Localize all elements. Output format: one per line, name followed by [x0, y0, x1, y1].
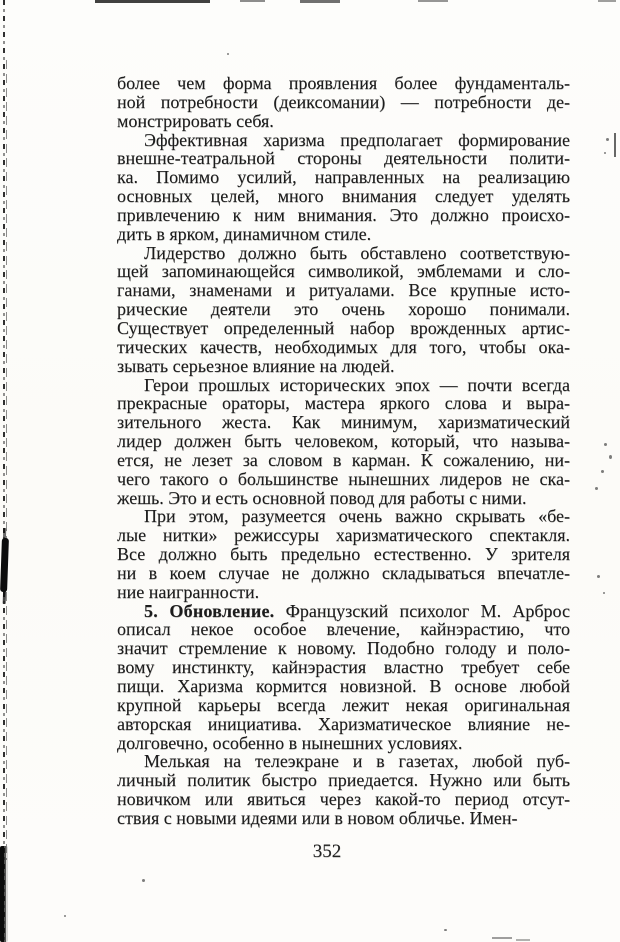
text-line: более чем форма проявления более фундаменталь- [117, 73, 570, 93]
scan-artifact-speck [227, 53, 229, 55]
text-line: дить в ярком, динамичном стиле. [117, 223, 372, 244]
scan-artifact-top-dash [240, 0, 265, 2]
text-line: монстрировать себя. [117, 110, 274, 131]
scan-artifact-speck [603, 592, 605, 594]
text-line: рические деятели это очень хорошо понимали. [117, 299, 570, 320]
text-line: основных целей, много внимания следует уделять [117, 186, 570, 207]
text-line: крупной карьеры всегда лежит некая оригинальная [117, 694, 570, 715]
scan-artifact-speck [601, 470, 604, 473]
scan-artifact-speck [597, 575, 600, 578]
run-in-heading: 5. Обновление. [144, 600, 275, 621]
text-line: значит стремление к новому. Подобно голоду и поло- [117, 638, 570, 659]
scan-artifact-right-mark [614, 133, 616, 157]
scan-artifact-ink-blob [0, 538, 9, 592]
text-line: При этом, разумеется очень важно скрывать «бе- [144, 506, 570, 527]
scan-artifact-speck [604, 443, 607, 446]
text-line: прекрасные ораторы, мастера яркого слова и выра- [117, 393, 570, 414]
text-line: тических качеств, необходимых для того, чтобы ока- [117, 336, 570, 357]
scan-artifact-bottom-dash [516, 939, 530, 941]
paragraph [117, 244, 570, 376]
scan-artifact-top-dash [418, 0, 448, 2]
text-line: лидер должен быть человеком, который, что называ- [117, 431, 570, 452]
text-line: зывать серьезное влияние на людей. [117, 355, 395, 376]
text-line: щей запоминающейся символикой, эмблемами и сло- [117, 261, 570, 282]
paragraph [117, 507, 570, 601]
scan-artifact-speck [609, 455, 612, 459]
scan-artifact-corner-streak [0, 846, 8, 942]
text-line: Лидерство должно быть обставлено соответствую- [144, 242, 570, 263]
text-line: ка. Помимо усилий, направленных на реализацию [117, 167, 570, 188]
text-line: 5. Обновление. Французский психолог М. Арброс [144, 600, 570, 621]
scan-artifact-binding-line [6, 60, 7, 860]
scan-artifact-speck [595, 487, 598, 490]
page-text-block [117, 74, 570, 828]
scan-artifact-speck [604, 152, 606, 154]
text-line: ганами, знаменами и ритуалами. Все крупные исто- [117, 280, 570, 301]
text-line: жешь. Это и есть основной повод для работы с ними. [117, 487, 527, 508]
scan-artifact-binding-dashes [3, 0, 5, 942]
text-line: зительного жеста. Как минимум, харизматический [117, 412, 570, 433]
scan-artifact-bottom-dash [492, 937, 512, 939]
text-line: Мелькая на телеэкране и в газетах, любой пуб- [144, 751, 570, 772]
scan-artifact-top-dash [300, 0, 340, 3]
paragraph [117, 376, 570, 508]
scan-artifact-speck [606, 138, 609, 141]
text-line: ние наигранности. [117, 581, 260, 602]
scan-artifact-top-dash [95, 0, 210, 3]
text-line: ной потребности (деиксомании) — потребности де- [117, 91, 570, 112]
text-line: ствия с новыми идеями или в новом обличье. Имен- [117, 807, 518, 828]
text-line: привлечению к ним внимания. Это должно происхо- [117, 204, 570, 225]
text-line: ется, не лезет за словом в карман. К сожалению, ни- [117, 449, 570, 470]
text-line: личный политик быстро приедается. Нужно или быть [117, 770, 570, 791]
text-line: долговечно, особенно в нынешних условиях. [117, 732, 463, 753]
text-line: Существует определенный набор врожденных артис- [117, 317, 570, 338]
text-line: лые нитки» режиссуры харизматического спектакля. [117, 525, 570, 546]
scan-artifact-speck [444, 929, 447, 931]
text-line: авторская инициатива. Харизматическое влияние не- [117, 713, 570, 734]
text-line: вому инстинкту, кайнэрастия властно требует себе [117, 657, 570, 678]
paragraph [117, 602, 570, 753]
page-number: 352 [312, 841, 342, 862]
paragraph [117, 752, 570, 827]
text-line: описал некое особое влечение, кайнэрастию, что [117, 619, 570, 640]
scan-artifact-speck [64, 915, 66, 917]
paragraph [117, 131, 570, 244]
scan-artifact-top-dash [598, 0, 616, 2]
text-line: новичком или явиться через какой-то период отсут- [117, 789, 570, 810]
text-line: внешне-театральной стороны деятельности полити- [117, 148, 570, 169]
text-line: пищи. Харизма кормится новизной. В основе любой [117, 676, 570, 696]
text-line: Эффективная харизма предполагает формирование [144, 129, 570, 150]
text-line: Герои прошлых исторических эпох — почти всегда [144, 374, 570, 395]
text-line: ни в коем случае не должно складываться впечатле- [117, 562, 570, 583]
paragraph [117, 74, 570, 131]
text-line: Все должно быть предельно естественно. У зрителя [117, 544, 570, 565]
text-line: чего такого о большинстве нынешних лидеров не ска- [117, 468, 570, 489]
scan-artifact-speck [142, 879, 145, 882]
